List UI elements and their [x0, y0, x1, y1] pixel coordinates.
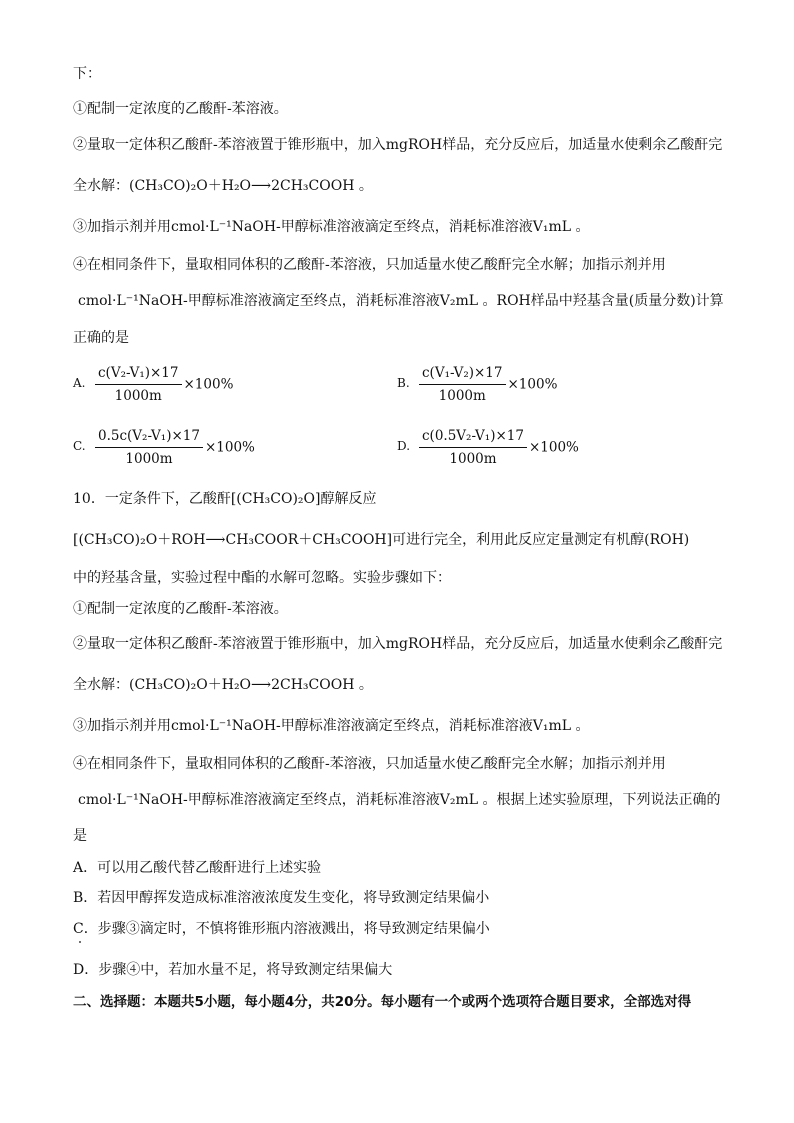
q10-step-2-line: ②量取一定体积乙酸酐-苯溶液置于锥形瓶中，加入mgROH样品，充分反应后，加适量水使剩余乙酸酐完 [73, 636, 723, 652]
q10-intro-line: 中的羟基含量，实验过程中酯的水解可忽略。实验步骤如下： [73, 570, 451, 586]
section-two-heading: 二、选择题：本题共5小题，每小题4分，共20分。每小题有一个或两个选项符合题目要求，全部选对得 [73, 994, 692, 1010]
option-c-numerator: 0.5c(V₂-V₁)×17 [95, 427, 203, 448]
option-b-fraction [419, 364, 506, 405]
q10-step-4-line: ④在相同条件下，量取相同体积的乙酸酐-苯溶液，只加适量水使乙酸酐完全水解；加指示剂并用 [73, 756, 666, 772]
step-4-continued-line: cmol·L⁻¹NaOH-甲醇标准溶液滴定至终点，消耗标准溶液V₂mL 。ROH样品中羟基含量(质量分数)计算 [78, 293, 724, 309]
option-a-suffix: ×100% [183, 376, 234, 393]
step-1-line: ①配制一定浓度的乙酸酐-苯溶液。 [73, 101, 288, 117]
q10-option-a: A．可以用乙酸代替乙酸酐进行上述实验 [73, 860, 322, 876]
option-c-denominator: 1000m [125, 451, 173, 467]
option-b-letter: B. [397, 376, 410, 390]
option-d-fraction [419, 427, 527, 468]
q10-option-d: D．步骤④中，若加水量不足，将导致测定结果偏大 [73, 962, 393, 978]
option-b-suffix: ×100% [507, 376, 558, 393]
text-line-continuation: 下： [73, 66, 101, 82]
stray-dot [79, 941, 81, 943]
option-a-fraction [95, 364, 182, 405]
q10-step-3-line: ③加指示剂并用cmol·L⁻¹NaOH-甲醇标准溶液滴定至终点，消耗标准溶液V₁mL 。 [73, 718, 590, 734]
q10-prompt-line: 是 [73, 828, 87, 844]
option-d-numerator: c(0.5V₂-V₁)×17 [419, 427, 527, 448]
q10-hydrolysis-equation-line: 全水解：(CH₃CO)₂O＋H₂O⟶2CH₃COOH 。 [73, 677, 373, 693]
option-c-letter: C. [73, 439, 86, 453]
option-a-numerator: c(V₂-V₁)×17 [95, 364, 182, 385]
q10-step-1-line: ①配制一定浓度的乙酸酐-苯溶液。 [73, 601, 288, 617]
step-3-line: ③加指示剂并用cmol·L⁻¹NaOH-甲醇标准溶液滴定至终点，消耗标准溶液V₁mL 。 [73, 219, 590, 235]
option-c-suffix: ×100% [204, 439, 255, 456]
option-d-suffix: ×100% [528, 439, 579, 456]
q10-step-4-continued-line: cmol·L⁻¹NaOH-甲醇标准溶液滴定至终点，消耗标准溶液V₂mL 。根据上述实验原理，下列说法正确的 [78, 792, 721, 808]
option-b-numerator: c(V₁-V₂)×17 [419, 364, 506, 385]
option-b-denominator: 1000m [438, 388, 486, 404]
option-c-fraction [95, 427, 203, 468]
q10-option-c: C．步骤③滴定时，不慎将锥形瓶内溶液溅出，将导致测定结果偏小 [73, 921, 490, 937]
option-d-letter: D. [397, 439, 411, 453]
question-prompt-line: 正确的是 [73, 330, 129, 346]
alcoholysis-equation-line: [(CH₃CO)₂O＋ROH⟶CH₃COOR＋CH₃COOH]可进行完全，利用此反应定量测定有机醇(ROH) [73, 532, 690, 548]
hydrolysis-equation-line: 全水解：(CH₃CO)₂O＋H₂O⟶2CH₃COOH 。 [73, 178, 373, 194]
question-10-title: 10．一定条件下，乙酸酐[(CH₃CO)₂O]醇解反应 [73, 491, 377, 507]
option-a-letter: A. [73, 376, 86, 390]
option-a-denominator: 1000m [114, 388, 162, 404]
step-4-line: ④在相同条件下，量取相同体积的乙酸酐-苯溶液，只加适量水使乙酸酐完全水解；加指示剂并用 [73, 257, 666, 273]
step-2-line: ②量取一定体积乙酸酐-苯溶液置于锥形瓶中，加入mgROH样品，充分反应后，加适量水使剩余乙酸酐完 [73, 137, 723, 153]
option-d-denominator: 1000m [449, 451, 497, 467]
q10-option-b: B．若因甲醇挥发造成标准溶液浓度发生变化，将导致测定结果偏小 [73, 890, 490, 906]
